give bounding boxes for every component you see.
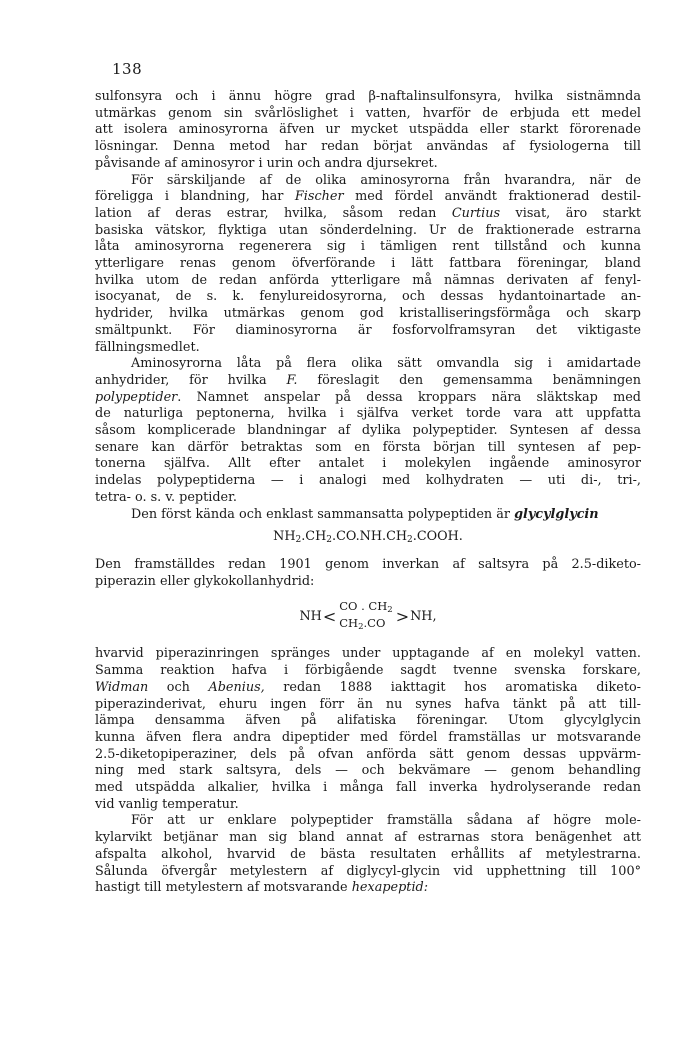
text-line: utmärkas genom sin svårlöslighet i vatten, hvarför de erbjuda ett medel xyxy=(95,105,641,121)
author-name: Widman xyxy=(95,679,149,695)
term: glycylglycin xyxy=(514,506,599,522)
text-line: 2.5-diketopiperaziner, dels på ofvan anförda sätt genom dessas uppvärm- xyxy=(95,746,641,762)
text-line: indelas polypeptiderna — i analogi med kolhydraten — uti di-, tri-, xyxy=(95,473,641,489)
chemical-formula-diketopiperazin: NH < CO . $CH_2$ $CH_2.CO$ > NH, xyxy=(299,599,437,633)
text-line: piperazinderivat, ehuru ingen förr än nu synes hafva tänkt på att till- xyxy=(95,696,641,712)
text-line: hastigt till metylestern af motsvarande hexapeptid: xyxy=(95,880,429,896)
text-line: piperazin eller glykokollanhydrid: xyxy=(95,573,315,589)
text-line: Sålunda öfvergår metylestern af diglycyl-glycin vid upphettning till 100° xyxy=(95,863,641,879)
text-line: smältpunkt. För diaminosyrorna är fosforvolframsyran det viktigaste xyxy=(95,322,641,338)
text-line: såsom komplicerade blandningar af dylika polypeptider. Syntesen af dessa xyxy=(95,423,641,439)
text-line: att isolera aminosyrorna äfven ur mycket utspädda eller starkt förorenade xyxy=(95,122,641,138)
text-line: kunna äfven flera andra dipeptider med fördel framställas ur motsvarande xyxy=(95,729,641,745)
text-line: tetra- o. s. v. peptider. xyxy=(95,489,237,505)
author-name: Fischer xyxy=(294,189,344,205)
text-line: föreligga i blandning, har Fischer med fördel användt fraktionerad destil- xyxy=(95,189,641,205)
text-line: Widman och Abenius, redan 1888 iakttagit hos aromatiska diketo- xyxy=(95,679,641,695)
text-line: sulfonsyra och i ännu högre grad β-naftalinsulfonsyra, hvilka sistnämnda xyxy=(95,89,641,104)
text-line: kylarvikt betjänar man sig bland annat af estrarnas stora benägenhet att xyxy=(95,830,641,846)
text-line: Samma reaktion hafva i förbigående sagdt tvenne svenska forskare, xyxy=(95,663,641,679)
text-line: lösningar. Denna metod har redan börjat användas af fysiologerna till xyxy=(95,139,641,155)
text-line: polypeptider. Namnet anspelar på dessa kroppars nära släktskap med xyxy=(95,389,641,405)
text-line: hvilka utom de redan anförda ytterligare må nämnas derivaten af fenyl- xyxy=(95,272,641,288)
text-line: För särskiljande af de olika aminosyrorna från hvarandra, när de xyxy=(131,172,641,188)
text-line: med utspädda alkalier, hvilka i många fall inverka hydrolyserande redan xyxy=(95,780,641,796)
author-name: F. xyxy=(286,372,298,388)
text-line: de naturliga peptonerna, hvilka i själfva verket torde vara att uppfatta xyxy=(95,406,641,422)
text-line: För att ur enklare polypeptider framställa sådana af högre mole- xyxy=(131,813,641,829)
text-line: isocyanat, de s. k. fenylureidosyrorna, och dessas hydantoinartade an- xyxy=(95,289,641,305)
text-line: anhydrider, för hvilka F. föreslagit den gemensamma benämningen xyxy=(95,372,641,388)
text-line: Den framställdes redan 1901 genom inverkan af saltsyra på 2.5-diketo- xyxy=(95,556,641,572)
text-line: lämpa densamma äfven på alifatiska föreningar. Utom glycylglycin xyxy=(95,713,641,729)
text-line: lation af deras estrar, hvilka, såsom redan Curtius visat, äro starkt xyxy=(95,205,641,221)
text-line: Den först kända och enklast sammansatta polypeptiden är glycylglycin xyxy=(131,506,599,522)
text-line: fällningsmedlet. xyxy=(95,339,200,355)
text-line: låta aminosyrorna regenerera sig i tämligen rent tillstånd och kunna xyxy=(95,239,641,255)
text-line: afspalta alkohol, hvarvid de bästa resultaten erhållits af metylestrarna. xyxy=(95,846,641,862)
text-line: påvisande af aminosyror i urin och andra djursekret. xyxy=(95,155,438,171)
page-number: 138 xyxy=(112,60,143,78)
text-line: senare kan därför betraktas som en första början till syntesen af pep- xyxy=(95,439,641,455)
text-line: hydrider, hvilka utmärkas genom god kristalliseringsförmåga och skarp xyxy=(95,306,641,322)
term: hexapeptid: xyxy=(351,880,429,896)
text-line: tonerna själfva. Allt efter antalet i molekylen ingående aminosyror xyxy=(95,456,641,472)
body-text xyxy=(95,89,641,897)
text-line: basiska vätskor, flyktiga utan sönderdelning. Ur de fraktionerade estrarna xyxy=(95,222,641,238)
text-line: Aminosyrorna låta på flera olika sätt omvandla sig i amidartade xyxy=(131,356,641,372)
author-name: Abenius, xyxy=(208,679,265,695)
text-line: ytterligare renas genom öfverförande i lätt fattbara föreningar, bland xyxy=(95,256,641,272)
text-line: vid vanlig temperatur. xyxy=(95,796,239,812)
author-name: Curtius xyxy=(451,205,501,221)
text-line: ning med stark saltsyra, dels — och bekvämare — genom behandling xyxy=(95,763,641,779)
text-line: hvarvid piperazinringen spränges under upptagande af en molekyl vatten. xyxy=(95,646,641,662)
term: polypeptider xyxy=(95,389,178,405)
chemical-formula-glycylglycin: $NH_2.CH_2.CO.NH.CH_2.COOH$. xyxy=(273,529,463,546)
